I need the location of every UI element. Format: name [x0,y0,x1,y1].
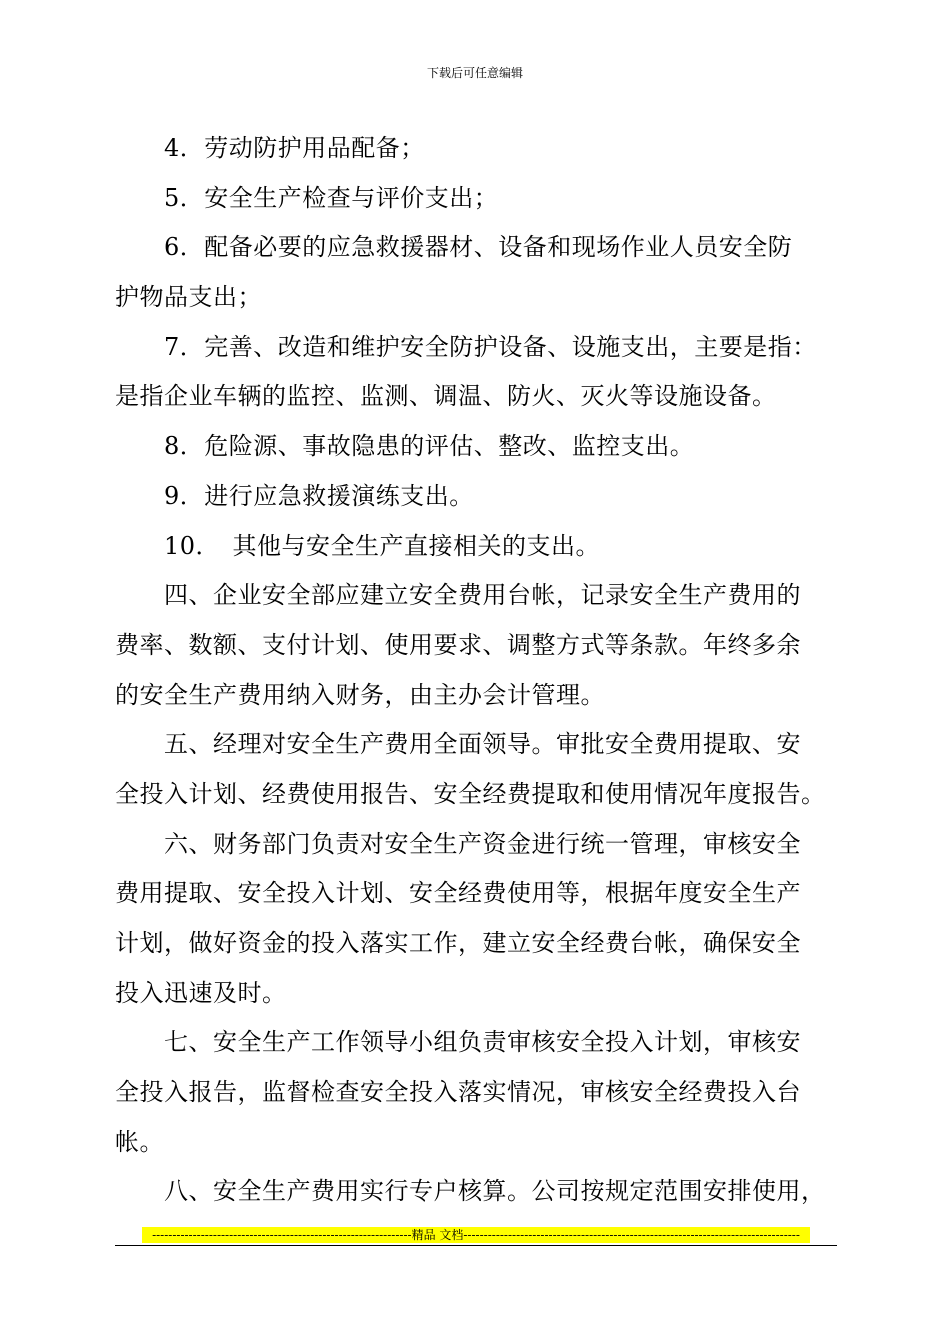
body-line: 的安全生产费用纳入财务，由主办会计管理。 [115,681,605,709]
body-line: 五、经理对安全生产费用全面领导。审批安全费用提取、安 [164,730,801,758]
body-line: 八、安全生产费用实行专户核算。公司按规定范围安排使用， [164,1177,826,1205]
body-line: 5．安全生产检查与评价支出； [164,184,499,212]
body-line: 全投入报告，监督检查安全投入落实情况，审核安全经费投入台 [115,1078,801,1106]
footer-banner: ----------------------------------------------------------------精品 文档----------------------------------------------------------------------------------- [142,1227,810,1243]
body-line: 计划，做好资金的投入落实工作，建立安全经费台帐，确保安全 [115,929,801,957]
body-line: 7．完善、改造和维护安全防护设备、设施支出，主要是指： [164,333,817,361]
body-line: 4．劳动防护用品配备； [164,134,425,162]
body-line: 10． 其他与安全生产直接相关的支出。 [164,532,601,560]
body-line: 六、财务部门负责对安全生产资金进行统一管理，审核安全 [164,830,801,858]
body-line: 9．进行应急救援演练支出。 [164,482,474,510]
footer-divider [115,1245,837,1246]
page-header: 下载后可任意编辑 [426,66,523,80]
body-line: 投入迅速及时。 [115,979,287,1007]
body-line: 8．危险源、事故隐患的评估、整改、监控支出。 [164,432,695,460]
body-line: 全投入计划、经费使用报告、安全经费提取和使用情况年度报告。 [115,780,826,808]
body-line: 是指企业车辆的监控、监测、调温、防火、灭火等设施设备。 [115,382,777,410]
body-line: 费率、数额、支付计划、使用要求、调整方式等条款。年终多余 [115,631,801,659]
body-line: 6．配备必要的应急救援器材、设备和现场作业人员安全防 [164,233,793,261]
body-line: 帐。 [115,1128,164,1156]
body-line: 费用提取、安全投入计划、安全经费使用等，根据年度安全生产 [115,879,801,907]
body-line: 四、企业安全部应建立安全费用台帐，记录安全生产费用的 [164,581,801,609]
body-line: 护物品支出； [115,283,262,311]
body-line: 七、安全生产工作领导小组负责审核安全投入计划，审核安 [164,1028,801,1056]
